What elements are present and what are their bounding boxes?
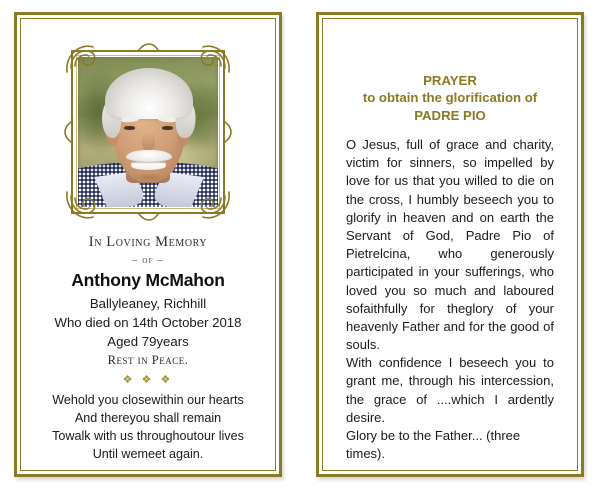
verse-line: Until wemeet again.	[92, 446, 204, 461]
prayer-heading-line-1: PRAYER	[423, 73, 477, 88]
deceased-address: Ballyleaney, Richhill	[89, 296, 207, 311]
of-separator-text: – of –	[132, 255, 164, 266]
left-card-body	[24, 22, 272, 467]
portrait-frame	[59, 38, 237, 226]
rest-in-peace-text: Rest in Peace.	[107, 353, 189, 367]
prayer-heading-line-2: to obtain the glorification of	[362, 90, 538, 106]
in-loving-memory-text: In Loving Memory	[88, 234, 208, 250]
date-of-death: Who died on 14th October 2018	[54, 315, 242, 330]
portrait-photo	[78, 57, 218, 207]
prayer-paragraph: With confidence I beseech you to grant me, through his intercession, the grace of ....which I ardently desire.	[346, 355, 554, 425]
portrait-artwork	[78, 57, 218, 207]
diamond-ornament-icon: ❖ ❖ ❖	[122, 374, 174, 386]
prayer-heading	[342, 72, 558, 124]
verse-line: Wehold you closewithin our hearts	[52, 393, 244, 407]
prayer-card-right	[316, 12, 584, 477]
prayer-heading-line-3: PADRE PIO	[414, 107, 486, 123]
memorial-card-left	[14, 12, 282, 477]
memorial-details	[30, 234, 266, 464]
memorial-verse	[30, 392, 266, 464]
prayer-text	[346, 136, 554, 463]
verse-line: Towalk with us throughoutour lives	[52, 428, 244, 443]
right-card-body	[326, 22, 574, 467]
age-at-death: Aged 79years	[107, 334, 189, 349]
prayer-paragraph: Glory be to the Father... (three times).	[346, 428, 521, 462]
deceased-name: Anthony McMahon	[71, 270, 225, 290]
verse-line: And thereyou shall remain	[74, 410, 222, 425]
prayer-paragraph: O Jesus, full of grace and charity, victim for sinners, so impelled by love for us that you willed to die on the cross, I humbly beseech you to glorify in heaven and on earth the Servant of God, Padre Pio of Pietrelcina, who generously participated in your sufferings, who loved you so much and laboured sofaithfully for theglory of your heavenly Father and for the good of souls.	[346, 137, 554, 353]
